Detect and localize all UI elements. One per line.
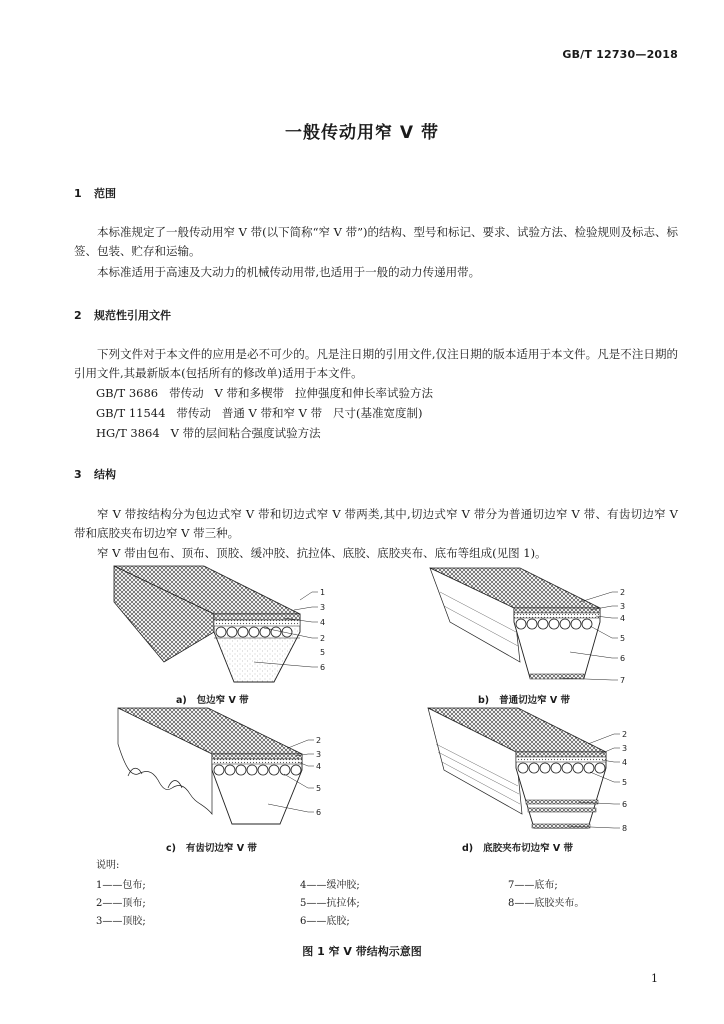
figure-a-label: 5 xyxy=(320,648,326,657)
paragraph: 下列文件对于本文件的应用是必不可少的。凡是注日期的引用文件,仅注日期的版本适用于本文件。凡是不注日期的引用文件,其最新版本(包括所有的修改单)适用于本文件。 xyxy=(74,347,678,380)
reference-item: HG/T 3864 V 带的层间粘合强度试验方法 xyxy=(96,426,321,440)
figure-a-label: 3 xyxy=(320,603,326,612)
legend-title: 说明: xyxy=(96,860,120,871)
figure-b-plain-cut-belt xyxy=(420,562,640,696)
figure-d-label: 4 xyxy=(622,758,628,767)
document-title: 一般传动用窄 V 带 xyxy=(285,123,439,143)
section-heading-1 xyxy=(74,185,116,201)
figure-a-wrapped-belt xyxy=(104,562,334,696)
figure-a-label: 2 xyxy=(320,634,326,643)
legend-item: 6——底胶; xyxy=(300,916,350,927)
figure-c-label: 3 xyxy=(316,750,322,759)
paragraph: 窄 V 带由包布、顶布、顶胶、缓冲胶、抗拉体、底胶、底胶夹布、底布等组成(见图 1)。 xyxy=(97,546,547,560)
section-number: 2 xyxy=(74,309,82,322)
section-title: 规范性引用文件 xyxy=(94,309,171,322)
figure-b-label: 6 xyxy=(620,654,626,663)
figure-a-label: 1 xyxy=(320,588,326,597)
figure-c-label: 2 xyxy=(316,736,322,745)
figure-b-label: 5 xyxy=(620,634,626,643)
legend-item: 8——底胶夹布。 xyxy=(508,898,585,909)
bottom-fabric-cut-belt-diagram xyxy=(418,704,642,836)
figure-d-label: 3 xyxy=(622,744,628,753)
standard-number: GB/T 12730—2018 xyxy=(562,48,678,61)
legend-item: 3——顶胶; xyxy=(96,916,146,927)
figure-a-label: 4 xyxy=(320,618,326,627)
section-number: 3 xyxy=(74,468,82,481)
figure-b-label: 2 xyxy=(620,588,626,597)
figure-caption: 图 1 窄 V 带结构示意图 xyxy=(302,945,422,958)
figure-d-caption: d) 底胶夹布切边窄 V 带 xyxy=(462,843,574,854)
figure-c-label: 5 xyxy=(316,784,322,793)
figure-b-label: 4 xyxy=(620,614,626,623)
section-number: 1 xyxy=(74,187,82,200)
legend-item: 5——抗拉体; xyxy=(300,898,360,909)
toothed-cut-belt-diagram xyxy=(108,704,338,834)
figure-a-label: 6 xyxy=(320,663,326,672)
reference-item: GB/T 11544 带传动 普通 V 带和窄 V 带 尺寸(基准宽度制) xyxy=(96,406,423,420)
figure-d-bottom-fabric-cut-belt xyxy=(418,704,642,840)
section-title: 结构 xyxy=(94,468,116,481)
paragraph: 窄 V 带按结构分为包边式窄 V 带和切边式窄 V 带两类,其中,切边式窄 V 带分为普通切边窄 V 带、有齿切边窄 V 带和底胶夹布切边窄 V 带三种。 xyxy=(74,507,678,540)
page-number: 1 xyxy=(651,972,658,985)
figure-d-label: 8 xyxy=(622,824,628,833)
reference-item: GB/T 3686 带传动 V 带和多楔带 拉伸强度和伸长率试验方法 xyxy=(96,386,433,400)
paragraph: 本标准适用于高速及大动力的机械传动用带,也适用于一般的动力传递用带。 xyxy=(97,265,481,279)
figure-c-label: 4 xyxy=(316,762,322,771)
figure-b-caption: b) 普通切边窄 V 带 xyxy=(478,695,571,706)
section-heading-3 xyxy=(74,466,116,482)
figure-c-caption: c) 有齿切边窄 V 带 xyxy=(166,843,257,854)
figure-d-label: 5 xyxy=(622,778,628,787)
legend-item: 1——包布; xyxy=(96,880,146,891)
plain-cut-belt-diagram xyxy=(420,562,640,692)
figure-d-label: 6 xyxy=(622,800,628,809)
figure-a-caption: a) 包边窄 V 带 xyxy=(176,695,249,706)
wrapped-belt-diagram xyxy=(104,562,334,692)
section-heading-2 xyxy=(74,307,171,323)
figure-d-label: 2 xyxy=(622,730,628,739)
figure-b-label: 3 xyxy=(620,602,626,611)
section-title: 范围 xyxy=(94,187,116,200)
figure-b-label: 7 xyxy=(620,676,626,685)
legend-item: 2——顶布; xyxy=(96,898,146,909)
figure-c-label: 6 xyxy=(316,808,322,817)
figure-c-toothed-cut-belt xyxy=(108,704,338,838)
legend-item: 4——缓冲胶; xyxy=(300,880,360,891)
legend-item: 7——底布; xyxy=(508,880,558,891)
paragraph: 本标准规定了一般传动用窄 V 带(以下简称“窄 V 带”)的结构、型号和标记、要求、试验方法、检验规则及标志、标签、包装、贮存和运输。 xyxy=(74,225,678,258)
